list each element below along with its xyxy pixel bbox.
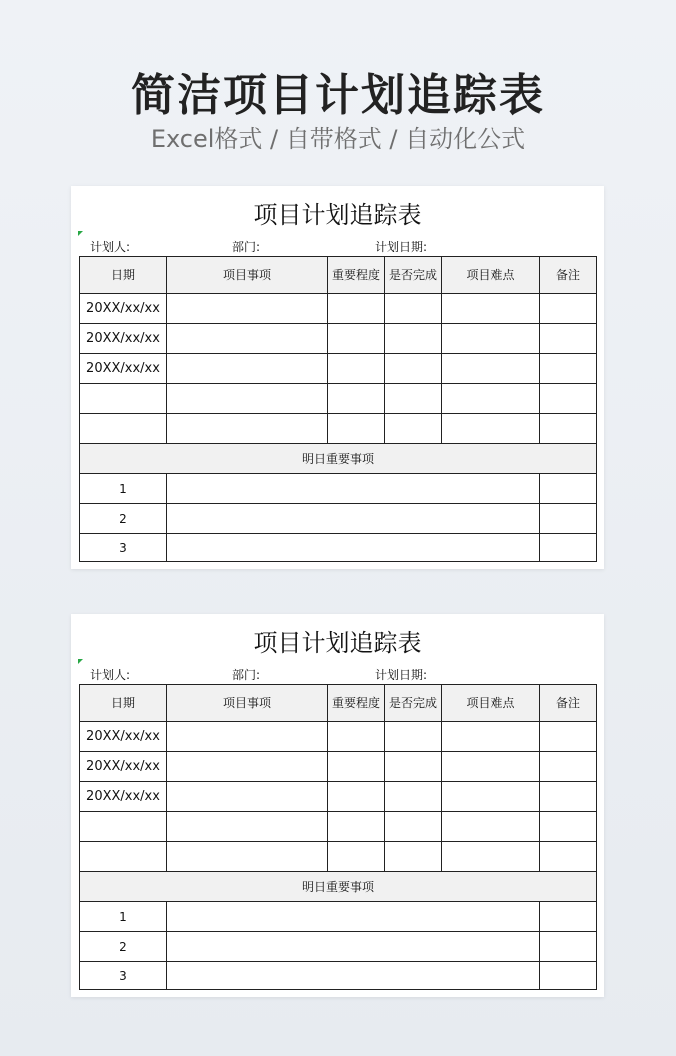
completed-cell [385, 324, 442, 354]
priority-note-cell [540, 474, 596, 504]
date-cell [80, 384, 167, 414]
difficulty-cell [442, 752, 540, 782]
difficulty-cell [442, 354, 540, 384]
task-cell [167, 324, 328, 354]
cell-error-marker-icon [78, 231, 83, 236]
notes-cell [540, 414, 596, 444]
header-notes: 备注 [540, 685, 596, 722]
date-cell [80, 812, 167, 842]
task-cell [167, 722, 328, 752]
priority-cell [328, 354, 385, 384]
task-cell [167, 414, 328, 444]
priority-cell [328, 324, 385, 354]
task-cell [167, 752, 328, 782]
task-cell [167, 842, 328, 872]
priority-number: 1 [80, 902, 167, 932]
tracker-sheet-preview-2 [71, 614, 604, 997]
department-label: 部门: [232, 668, 261, 682]
header-task: 项目事项 [167, 257, 328, 294]
difficulty-cell [442, 294, 540, 324]
priority-number: 3 [80, 962, 167, 989]
date-cell: 20XX/xx/xx [80, 324, 167, 354]
priority-number: 3 [80, 534, 167, 561]
priority-note-cell [540, 504, 596, 534]
page-hero-title: 简洁项目计划追踪表 [131, 70, 545, 121]
planner-label: 计划人: [90, 240, 131, 254]
notes-cell [540, 324, 596, 354]
notes-cell [540, 842, 596, 872]
sheet-title: 项目计划追踪表 [253, 629, 422, 657]
notes-cell [540, 752, 596, 782]
completed-cell [385, 842, 442, 872]
date-cell: 20XX/xx/xx [80, 752, 167, 782]
completed-cell [385, 414, 442, 444]
priority-cell [328, 812, 385, 842]
plan-date-label: 计划日期: [375, 668, 428, 682]
difficulty-cell [442, 414, 540, 444]
priority-cell [328, 752, 385, 782]
priority-note-cell [540, 902, 596, 932]
sheet-title: 项目计划追踪表 [253, 201, 422, 229]
priority-number: 2 [80, 504, 167, 534]
tracker-table [79, 256, 597, 562]
notes-cell [540, 294, 596, 324]
priority-item-cell [167, 902, 540, 932]
completed-cell [385, 722, 442, 752]
tracker-table [79, 684, 597, 990]
header-date: 日期 [80, 257, 167, 294]
completed-cell [385, 752, 442, 782]
priority-note-cell [540, 962, 596, 989]
tracker-sheet-preview-1 [71, 186, 604, 569]
plan-date-label: 计划日期: [375, 240, 428, 254]
task-cell [167, 294, 328, 324]
priority-item-cell [167, 474, 540, 504]
completed-cell [385, 782, 442, 812]
priority-note-cell [540, 932, 596, 962]
priority-cell [328, 384, 385, 414]
notes-cell [540, 722, 596, 752]
cell-error-marker-icon [78, 659, 83, 664]
header-completed: 是否完成 [385, 257, 442, 294]
priority-cell [328, 722, 385, 752]
priority-item-cell [167, 534, 540, 561]
priority-cell [328, 842, 385, 872]
date-cell: 20XX/xx/xx [80, 354, 167, 384]
priority-number: 2 [80, 932, 167, 962]
completed-cell [385, 354, 442, 384]
header-completed: 是否完成 [385, 685, 442, 722]
difficulty-cell [442, 812, 540, 842]
priority-number: 1 [80, 474, 167, 504]
priority-cell [328, 294, 385, 324]
header-task: 项目事项 [167, 685, 328, 722]
priority-item-cell [167, 504, 540, 534]
date-cell [80, 414, 167, 444]
notes-cell [540, 782, 596, 812]
task-cell [167, 384, 328, 414]
header-date: 日期 [80, 685, 167, 722]
header-priority: 重要程度 [328, 257, 385, 294]
difficulty-cell [442, 842, 540, 872]
task-cell [167, 354, 328, 384]
planner-label: 计划人: [90, 668, 131, 682]
completed-cell [385, 812, 442, 842]
date-cell [80, 842, 167, 872]
difficulty-cell [442, 324, 540, 354]
header-notes: 备注 [540, 257, 596, 294]
difficulty-cell [442, 384, 540, 414]
priority-note-cell [540, 534, 596, 561]
header-priority: 重要程度 [328, 685, 385, 722]
completed-cell [385, 384, 442, 414]
difficulty-cell [442, 782, 540, 812]
completed-cell [385, 294, 442, 324]
difficulty-cell [442, 722, 540, 752]
priority-item-cell [167, 962, 540, 989]
date-cell: 20XX/xx/xx [80, 294, 167, 324]
header-difficulty: 项目难点 [442, 685, 540, 722]
notes-cell [540, 354, 596, 384]
date-cell: 20XX/xx/xx [80, 782, 167, 812]
task-cell [167, 782, 328, 812]
notes-cell [540, 384, 596, 414]
priority-cell [328, 782, 385, 812]
task-cell [167, 812, 328, 842]
tomorrow-priorities-section: 明日重要事项 [80, 872, 596, 902]
notes-cell [540, 812, 596, 842]
tomorrow-priorities-section: 明日重要事项 [80, 444, 596, 474]
date-cell: 20XX/xx/xx [80, 722, 167, 752]
priority-cell [328, 414, 385, 444]
page-hero-subtitle: Excel格式 / 自带格式 / 自动化公式 [150, 125, 526, 153]
header-difficulty: 项目难点 [442, 257, 540, 294]
priority-item-cell [167, 932, 540, 962]
department-label: 部门: [232, 240, 261, 254]
